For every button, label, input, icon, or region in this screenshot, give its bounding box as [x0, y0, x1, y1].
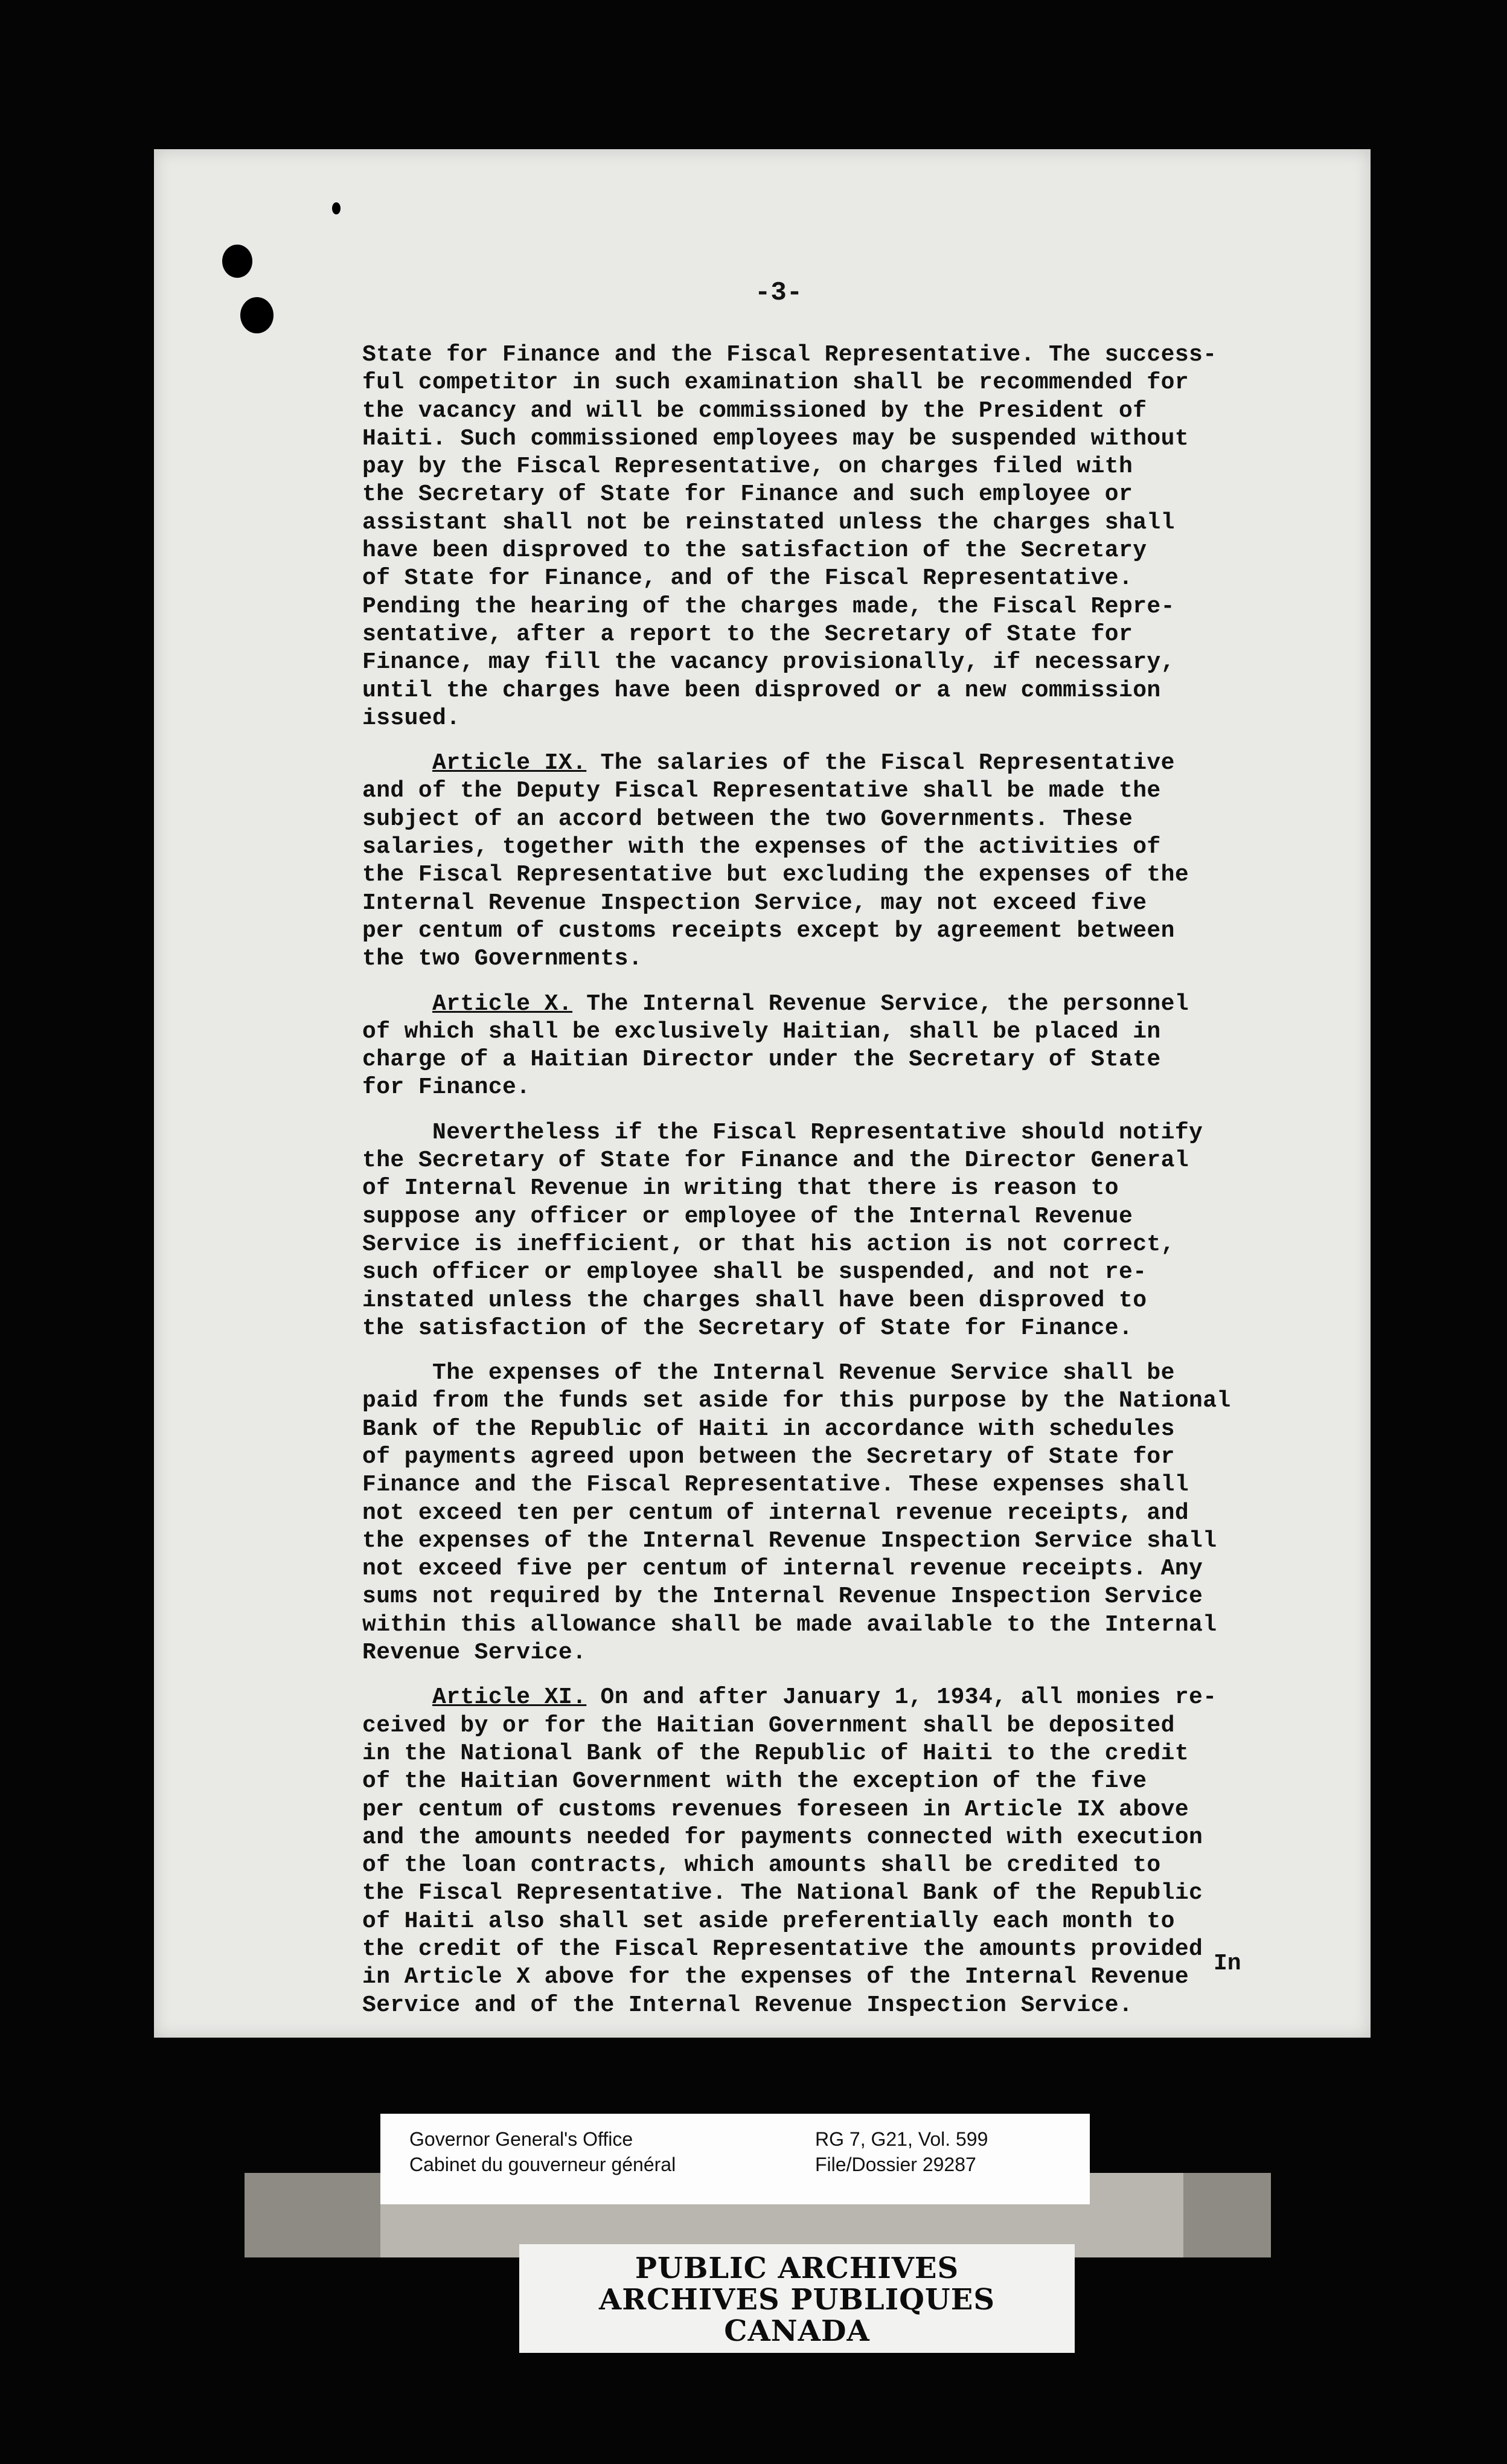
text-line: ful competitor in such examination shall be recommended for	[362, 370, 1189, 396]
text-line: the satisfaction of the Secretary of State for Finance.	[362, 1315, 1133, 1341]
stamp-line-2: ARCHIVES PUBLIQUES	[599, 2283, 995, 2317]
text-line: until the charges have been disproved or a new commission	[362, 677, 1161, 704]
archive-strip-right	[1183, 2173, 1271, 2257]
article-10-heading: Article X.	[432, 990, 573, 1017]
text-line: the credit of the Fiscal Representative the amounts provided	[362, 1936, 1203, 1963]
text-line: of the loan contracts, which amounts shall be credited to	[362, 1852, 1161, 1879]
text-line: in Article X above for the expenses of the Internal Revenue	[362, 1964, 1189, 1991]
text-line: suppose any officer or employee of the Internal Revenue	[362, 1203, 1133, 1230]
text-line: sentative, after a report to the Secretary of State for	[362, 621, 1133, 647]
text-line: The expenses of the Internal Revenue Service shall be	[432, 1360, 1175, 1387]
punch-hole-top	[332, 202, 341, 214]
text-line: such officer or employee shall be suspended, and not re-	[362, 1259, 1147, 1286]
text-line: Finance, may fill the vacancy provisionally, if necessary,	[362, 649, 1175, 676]
text-line: in the National Bank of the Republic of Haiti to the credit	[362, 1740, 1189, 1766]
text-line: of Internal Revenue in writing that there is reason to	[362, 1175, 1119, 1202]
office-english: Governor General's Office	[409, 2128, 633, 2150]
file-number: File/Dossier 29287	[815, 2154, 976, 2175]
text-line: per centum of customs revenues foreseen in Article IX above	[362, 1796, 1189, 1823]
text-line: for Finance.	[362, 1074, 531, 1101]
text-line: per centum of customs receipts except by agreement between	[362, 917, 1175, 944]
text-line: State for Finance and the Fiscal Representative. The success-	[362, 342, 1217, 368]
text-line: the Secretary of State for Finance and such employee or	[362, 481, 1133, 508]
article-10-first-line: Article X. The Internal Revenue Service, the personnel	[432, 990, 1189, 1017]
text-line: of State for Finance, and of the Fiscal Representative.	[362, 565, 1133, 592]
text-line: pay by the Fiscal Representative, on charges filed with	[362, 454, 1133, 480]
text-line: instated unless the charges shall have been disproved to	[362, 1287, 1147, 1314]
text-line: Revenue Service.	[362, 1640, 587, 1666]
text-line: Internal Revenue Inspection Service, may not exceed five	[362, 890, 1147, 916]
record-group-reference: RG 7, G21, Vol. 599	[815, 2128, 988, 2150]
text-line: ceived by or for the Haitian Government shall be deposited	[362, 1712, 1175, 1739]
text-line: assistant shall not be reinstated unless the charges shall	[362, 509, 1175, 536]
text-line: paid from the funds set aside for this purpose by the National	[362, 1388, 1231, 1414]
text-line: Finance and the Fiscal Representative. These expenses shall	[362, 1472, 1189, 1498]
text-line: of payments agreed upon between the Secretary of State for	[362, 1443, 1175, 1470]
text-line: Nevertheless if the Fiscal Representative should notify	[432, 1119, 1203, 1146]
text-line: Pending the hearing of the charges made, the Fiscal Repre-	[362, 593, 1175, 620]
text-line: and the amounts needed for payments connected with execution	[362, 1824, 1203, 1850]
text-line: the Fiscal Representative but excluding the expenses of the	[362, 862, 1189, 888]
text-line: the Secretary of State for Finance and the Director General	[362, 1147, 1189, 1174]
public-archives-stamp	[519, 2244, 1075, 2353]
text-line: Service is inefficient, or that his action is not correct,	[362, 1231, 1175, 1257]
text-line: the vacancy and will be commissioned by the President of	[362, 397, 1147, 424]
article-11-heading: Article XI.	[432, 1684, 587, 1711]
text-line: sums not required by the Internal Revenue Inspection Service	[362, 1583, 1203, 1610]
punch-hole-2	[240, 297, 274, 333]
text-line: of the Haitian Government with the exception of the five	[362, 1768, 1147, 1795]
stamp-line-3: CANADA	[724, 2314, 870, 2348]
page-number: -3-	[755, 278, 803, 308]
archive-strip-left	[245, 2173, 380, 2257]
text-line: of Haiti also shall set aside preferentially each month to	[362, 1908, 1175, 1934]
text-line: charge of a Haitian Director under the Secretary of State	[362, 1047, 1161, 1073]
text-line: the expenses of the Internal Revenue Inspection Service shall	[362, 1527, 1217, 1554]
office-french: Cabinet du gouverneur général	[409, 2154, 676, 2175]
archive-reference-label	[380, 2114, 1090, 2204]
article-9-first-line: Article IX. The salaries of the Fiscal Representative	[432, 750, 1175, 777]
text-line: issued.	[362, 705, 461, 731]
document-body	[362, 341, 1352, 2020]
catchword: In	[1214, 1951, 1241, 1977]
text-line: not exceed five per centum of internal revenue receipts. Any	[362, 1556, 1203, 1582]
text-line: have been disproved to the satisfaction of the Secretary	[362, 537, 1147, 564]
text-line: within this allowance shall be made available to the Internal	[362, 1611, 1217, 1638]
text-line: not exceed ten per centum of internal revenue receipts, and	[362, 1500, 1189, 1526]
text-line: Bank of the Republic of Haiti in accordance with schedules	[362, 1416, 1175, 1442]
text-line: and of the Deputy Fiscal Representative shall be made the	[362, 778, 1161, 804]
text-line: of which shall be exclusively Haitian, shall be placed in	[362, 1018, 1161, 1045]
text-line: subject of an accord between the two Governments. These	[362, 806, 1133, 832]
article-9-heading: Article IX.	[432, 750, 587, 777]
article-11-first-line: Article XI. On and after January 1, 1934, all monies re-	[432, 1684, 1217, 1711]
text-line: Service and of the Internal Revenue Inspection Service.	[362, 1992, 1133, 2018]
text-line: Haiti. Such commissioned employees may be suspended without	[362, 425, 1189, 452]
stamp-line-1: PUBLIC ARCHIVES	[635, 2251, 959, 2285]
text-line: salaries, together with the expenses of the activities of	[362, 834, 1161, 861]
punch-hole-1	[222, 245, 252, 278]
text-line: the two Governments.	[362, 946, 643, 972]
text-line: the Fiscal Representative. The National Bank of the Republic	[362, 1880, 1203, 1907]
